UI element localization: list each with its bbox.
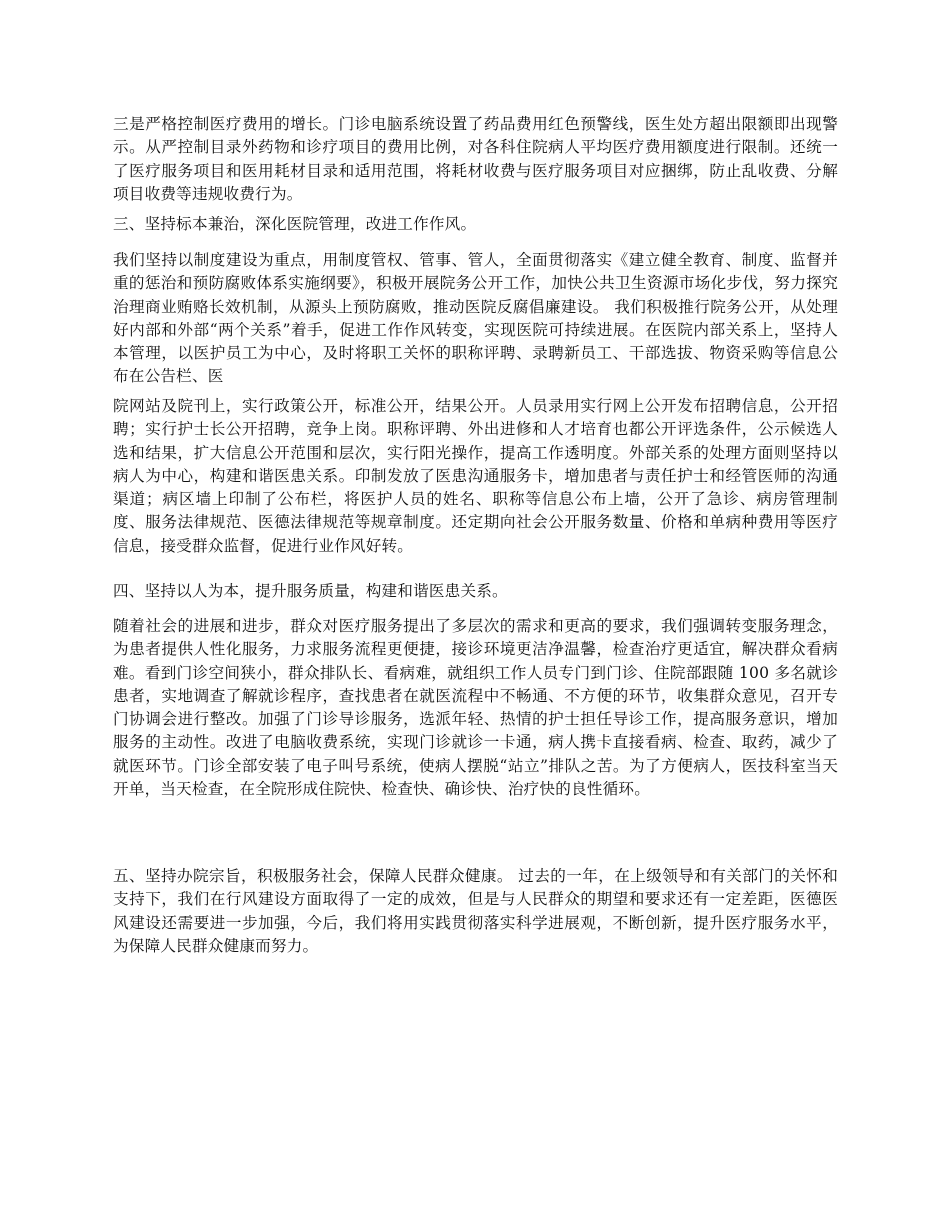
section-heading-4: 四、坚持以人为本，提升服务质量，构建和谐医患关系。 (113, 582, 508, 600)
section-heading-5-paragraph: 五、坚持办院宗旨，积极服务社会，保障人民群众健康。 过去的一年，在上级领导和有关部门的关怀和支持下，我们在行风建设方面取得了一定的成效，但是与人民群众的期望和要求还有一定差距，医德医风建设还需要进一步加强，今后，我们将用实践贯彻落实科学进展观，不断创新，提升医疗服务水平，为保障人民群众健康而努力。 (113, 867, 838, 955)
paragraph-affairs-disclosure: 院网站及院刊上，实行政策公开，标准公开，结果公开。人员录用实行网上公开发布招聘信息，公开招聘；实行护士长公开招聘，竞争上岗。职称评聘、外出进修和人才培育也都公开评选条件，公示候选人选和结果，扩大信息公开范围和层次，实行阳光操作，提高工作透明度。外部关系的处理方面则坚持以病人为中心，构建和谐医患关系。印制发放了医患沟通服务卡，增加患者与责任护士和经管医师的沟通渠道；病区墙上印制了公布栏，将医护人员的姓名、职称等信息公布上墙，公开了急诊、病房管理制度、服务法律规范、医德法律规范等规章制度。还定期向社会公开服务数量、价格和单病种费用等医疗信息，接受群众监督，促进行业作风好转。 (113, 397, 838, 555)
paragraph-service-quality: 随着社会的进展和进步，群众对医疗服务提出了多层次的需求和更高的要求，我们强调转变服务理念，为患者提供人性化服务，力求服务流程更便捷，接诊环境更洁净温馨，检查治疗更适宜，解决群众看病难。看到门诊空间狭小，群众排队长、看病难，就组织工作人员专门到门诊、住院部跟随 100 多名就诊患者，实地调查了解就诊程序，查找患者在就医流程中不畅通、不方便的环节，收集群众意见，召开专门协调会进行整改。加强了门诊导诊服务，选派年轻、热情的护士担任导诊工作，提高服务意识，增加服务的主动性。改进了电脑收费系统，实现门诊就诊一卡通，病人携卡直接看病、检查、取药，减少了就医环节。门诊全部安装了电子叫号系统，使病人摆脱“站立”排队之苦。为了方便病人，医技科室当天开单，当天检查，在全院形成住院快、检查快、确诊快、治疗快的良性循环。 (113, 617, 838, 799)
section-heading-3: 三、坚持标本兼治，深化医院管理，改进工作作风。 (113, 215, 477, 233)
paragraph-cost-control: 三是严格控制医疗费用的增长。门诊电脑系统设置了药品费用红色预警线，医生处方超出限额即出现警示。从严控制目录外药物和诊疗项目的费用比例，对各科住院病人平均医疗费用额度进行限制。还统一了医疗服务项目和医用耗材目录和适用范围，将耗材收费与医疗服务项目对应捆绑，防止乱收费、分解项目收费等违规收费行为。 (113, 115, 838, 203)
paragraph-institution-building: 我们坚持以制度建设为重点，用制度管权、管事、管人，全面贯彻落实《建立健全教育、制度、监督并重的惩治和预防腐败体系实施纲要》，积极开展院务公开工作，加快公共卫生资源市场化步伐，努力探究治理商业贿赂长效机制，从源头上预防腐败，推动医院反腐倡廉建设。 我们积极推行院务公开，从处理好内部和外部“两个关系”着手，促进工作作风转变，实现医院可持续进展。在医院内部关系上，坚持人本管理，以医护员工为中心，及时将职工关怀的职称评聘、录聘新员工、干部选拔、物资采购等信息公布在公告栏、医 (113, 251, 838, 386)
